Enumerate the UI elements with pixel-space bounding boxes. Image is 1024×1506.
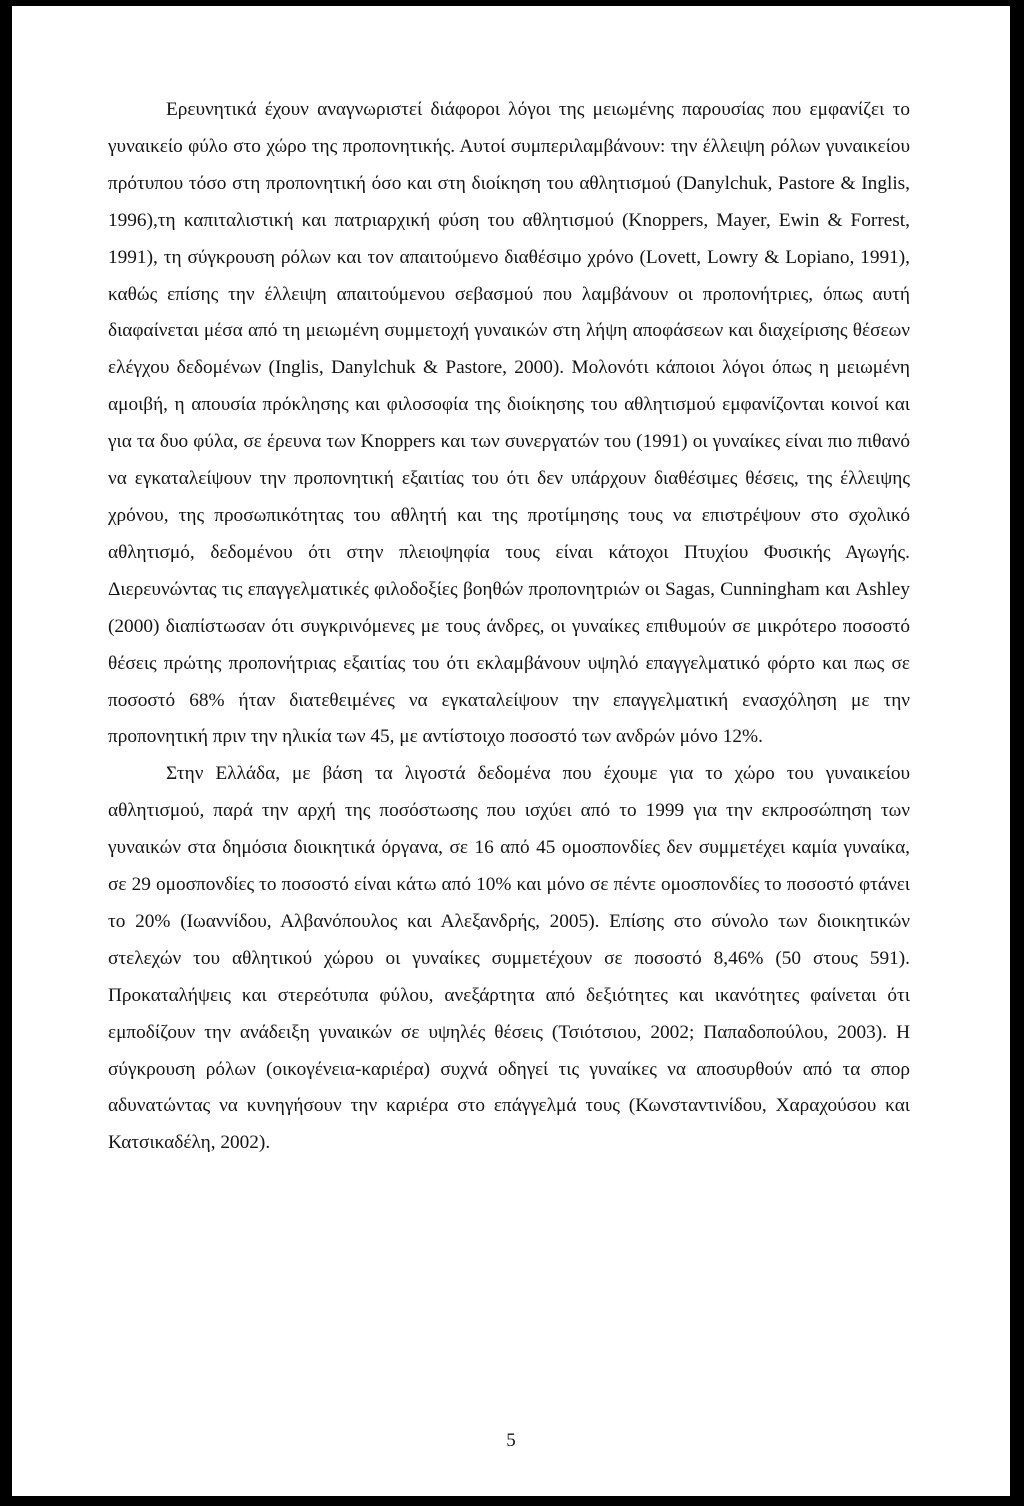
page-number: 5 — [506, 1430, 516, 1451]
body-text — [108, 92, 910, 1162]
paragraph-1: Ερευνητικά έχουν αναγνωριστεί διάφοροι λόγοι της μειωμένης παρουσίας που εμφανίζει το γυναικείο φύλο στο χώρο της προπονητικής. Αυτοί συμπεριλαμβάνουν: την έλλειψη ρόλων γυναικείου πρότυπου τόσο στη προπονητική όσο και στη διοίκηση του αθλητισμού (Danylchuk, Pastore & Inglis, 1996),τη καπιταλιστική και πατριαρχική φύση του αθλητισμού (Knoppers, Mayer, Ewin & Forrest, 1991), τη σύγκρουση ρόλων και τον απαιτούμενο διαθέσιμο χρόνο (Lovett, Lowry & Lopiano, 1991), καθώς επίσης την έλλειψη απαιτούμενου σεβασμού που λαμβάνουν οι προπονήτριες, όπως αυτή διαφαίνεται μέσα από τη μειωμένη συμμετοχή γυναικών στη λήψη αποφάσεων και διαχείρισης θέσεων ελέγχου δεδομένων (Inglis, Danylchuk & Pastore, 2000). Μολονότι κάποιοι λόγοι όπως η μειωμένη αμοιβή, η απουσία πρόκλησης και φιλοσοφία της διοίκησης του αθλητισμού εμφανίζονται κοινοί και για τα δυο φύλα, σε έρευνα των Knoppers και των συνεργατών του (1991) οι γυναίκες είναι πιο πιθανό να εγκαταλείψουν την προπονητική εξαιτίας του ότι δεν υπάρχουν διαθέσιμες θέσεις, της έλλειψης χρόνου, της προσωπικότητας του αθλητή και της προτίμησης τους να επιστρέψουν στο σχολικό αθλητισμό, δεδομένου ότι στην πλειοψηφία τους είναι κάτοχοι Πτυχίου Φυσικής Αγωγής. Διερευνώντας τις επαγγελματικές φιλοδοξίες βοηθών προπονητριών οι Sagas, Cunningham και Ashley (2000) διαπίστωσαν ότι συγκρινόμενες με τους άνδρες, οι γυναίκες επιθυμούν σε μικρότερο ποσοστό θέσεις πρώτης προπονήτριας εξαιτίας του ότι εκλαμβάνουν υψηλό επαγγελματικό φόρτο και πως σε ποσοστό 68% ήταν διατεθειμένες να εγκαταλείψουν την επαγγελματική ενασχόληση με την προπονητική πριν την ηλικία των 45, με αντίστοιχο ποσοστό των ανδρών μόνο 12%. — [108, 99, 910, 748]
paragraph-2: Στην Ελλάδα, με βάση τα λιγοστά δεδομένα που έχουμε για το χώρο του γυναικείου αθλητισμού, παρά την αρχή της ποσόστωσης που ισχύει από το 1999 για την εκπροσώπηση των γυναικών στα δημόσια διοικητικά όργανα, σε 16 από 45 ομοσπονδίες δεν συμμετέχει καμία γυναίκα, σε 29 ομοσπονδίες το ποσοστό είναι κάτω από 10% και μόνο σε πέντε ομοσπονδίες το ποσοστό φτάνει το 20% (Ιωαννίδου, Αλβανόπουλος και Αλεξανδρής, 2005). Επίσης στο σύνολο των διοικητικών στελεχών του αθλητικού χώρου οι γυναίκες συμμετέχουν σε ποσοστό 8,46% (50 στους 591). Προκαταλήψεις και στερεότυπα φύλου, ανεξάρτητα από δεξιότητες και ικανότητες φαίνεται ότι εμποδίζουν την ανάδειξη γυναικών σε υψηλές θέσεις (Τσιότσιου, 2002; Παπαδοπούλου, 2003). Η σύγκρουση ρόλων (οικογένεια-καριέρα) συχνά οδηγεί τις γυναίκες να αποσυρθούν από τα σπορ αδυνατώντας να κυνηγήσουν την καριέρα στο επάγγελμά τους (Κωνσταντινίδου, Χαραχούσου και Κατσικαδέλη, 2002). — [108, 763, 910, 1154]
